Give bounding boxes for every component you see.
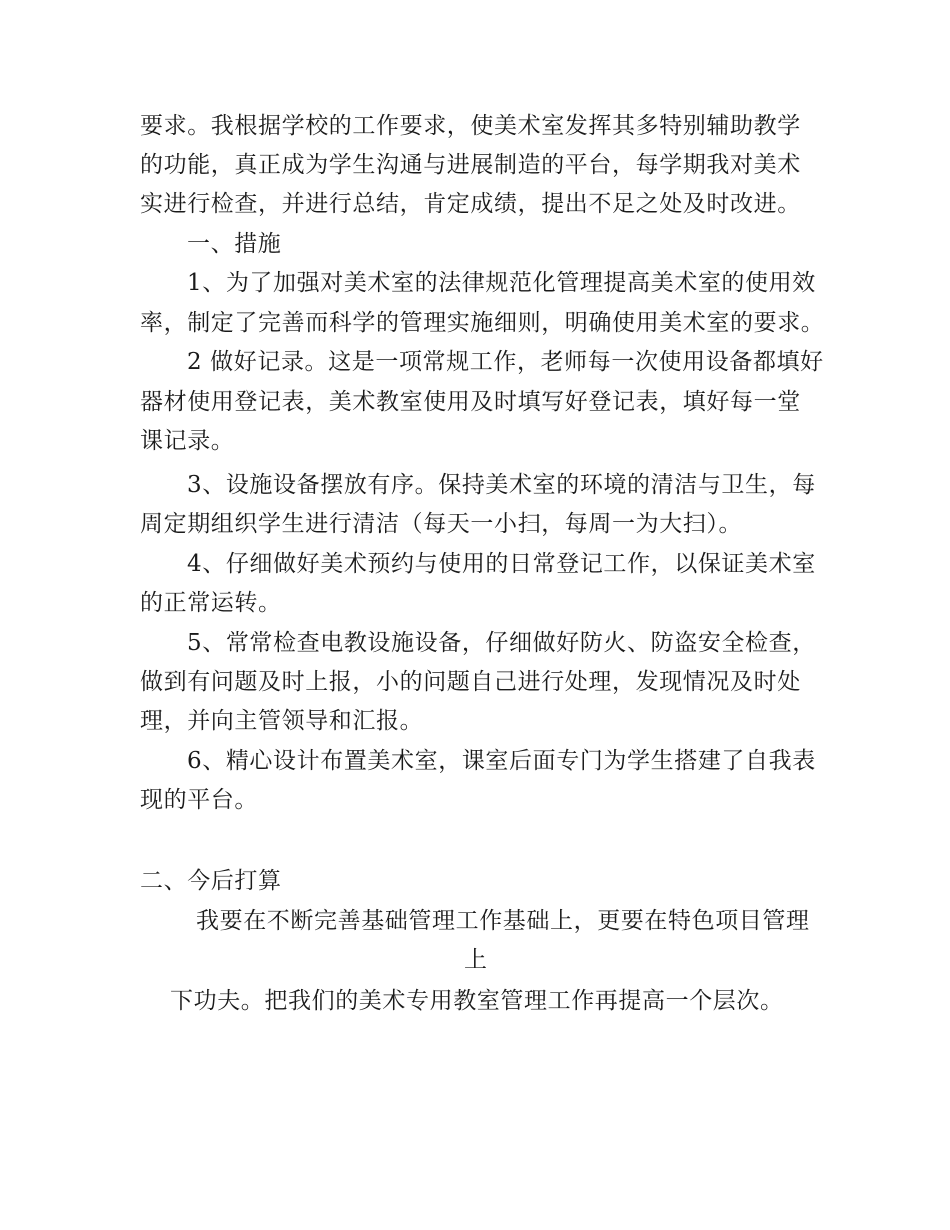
paragraph-line: 我要在不断完善基础管理工作基础上，更要在特色项目管理: [196, 908, 810, 934]
paragraph-line: 理，并向主管领导和汇报。: [140, 708, 424, 734]
paragraph-line: 实进行检查，并进行总结，肯定成绩，提出不足之处及时改进。: [140, 191, 801, 217]
paragraph-line: 做到有问题及时上报，小的问题自己进行处理，发现情况及时处: [140, 669, 801, 695]
paragraph-line: 的正常运转。: [140, 590, 282, 616]
paragraph-line: 现的平台。: [140, 787, 258, 813]
paragraph-line: 器材使用登记表，美术教室使用及时填写好登记表，填好每一堂: [140, 389, 801, 415]
paragraph-line: 要求。我根据学校的工作要求，使美术室发挥其多特别辅助教学: [140, 113, 801, 139]
paragraph-line: 4、仔细做好美术预约与使用的日常登记工作，以保证美术室: [187, 551, 816, 577]
paragraph-line: 周定期组织学生进行清洁（每天一小扫，每周一为大扫）。: [140, 511, 743, 537]
paragraph-line: 上: [464, 947, 488, 973]
paragraph-line: 5、常常检查电教设施设备，仔细做好防火、防盗安全检查，: [187, 630, 816, 656]
paragraph-line: 的功能，真正成为学生沟通与进展制造的平台，每学期我对美术: [140, 152, 801, 178]
paragraph-line: 1、为了加强对美术室的法律规范化管理提高美术室的使用效: [187, 270, 816, 296]
paragraph-line: 3、设施设备摆放有序。保持美术室的环境的清洁与卫生，每: [187, 472, 816, 498]
section-heading: 一、措施: [187, 231, 282, 257]
paragraph-line: 率，制定了完善而科学的管理实施细则，明确使用美术室的要求。: [140, 310, 825, 336]
paragraph-line: 课记录。: [140, 428, 235, 454]
paragraph-line: 6、精心设计布置美术室，课室后面专门为学生搭建了自我表: [187, 748, 816, 774]
section-heading: 二、今后打算: [140, 868, 282, 894]
paragraph-line: 下功夫。把我们的美术专用教室管理工作再提高一个层次。: [170, 988, 784, 1014]
paragraph-line: 2 做好记录。这是一项常规工作，老师每一次使用设备都填好: [187, 349, 824, 375]
